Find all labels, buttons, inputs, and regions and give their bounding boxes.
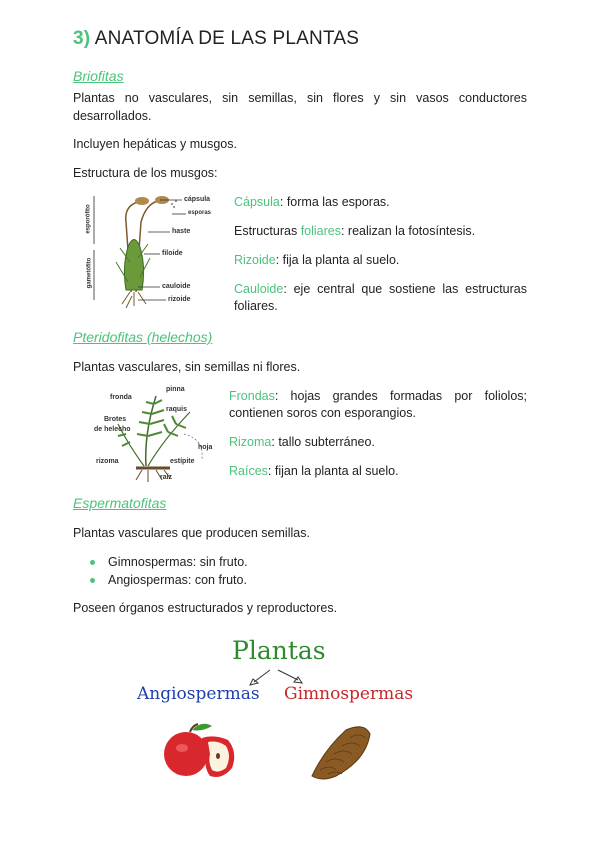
feature-raices — [229, 463, 527, 480]
label-pinna: pinna — [166, 386, 185, 393]
feature-capsula — [234, 194, 527, 211]
label-estipite: estípite — [170, 458, 195, 465]
label-capsula: cápsula — [184, 196, 211, 203]
label-esporas: esporas — [188, 210, 212, 216]
label-de-helecho: de helecho — [94, 426, 131, 433]
desc-rizoide: : fija la planta al suelo. — [275, 253, 400, 267]
espermatofitas-closing: Poseen órganos estructurados y reproductores. — [73, 601, 338, 615]
espermatofitas-desc: Plantas vasculares que producen semillas. — [73, 526, 310, 540]
pteridofitas-desc: Plantas vasculares, sin semillas ni flores. — [73, 360, 301, 374]
term-capsula: Cápsula — [234, 195, 280, 209]
musgos-structure-label: Estructura de los musgos: — [73, 166, 218, 180]
term-rizoma: Rizoma — [229, 435, 272, 449]
label-hoja: hoja — [198, 444, 213, 451]
heading-title: ANATOMÍA DE LAS PLANTAS — [94, 28, 360, 49]
classification-angiospermas: Angiospermas — [137, 684, 260, 704]
label-haste: haste — [172, 228, 191, 235]
term-cauloide: Cauloide — [234, 282, 284, 296]
list-item — [90, 553, 248, 571]
label-cauloide: cauloide — [162, 283, 191, 290]
feature-rizoma — [229, 434, 527, 451]
desc-rizoma: : tallo subterráneo. — [271, 435, 375, 449]
term-frondas: Frondas — [229, 389, 275, 403]
feature-foliares — [234, 223, 527, 240]
briofitas-includes: Incluyen hepáticas y musgos. — [73, 137, 237, 151]
label-fronda: fronda — [110, 394, 132, 401]
classification-root: Plantas — [232, 636, 326, 665]
term-foliares: foliares — [300, 224, 341, 238]
classification-gimnospermas: Gimnospermas — [284, 684, 414, 704]
pine-cone-image — [306, 720, 376, 782]
feature-rizoide — [234, 252, 527, 269]
bullet-dot — [90, 560, 95, 565]
label-raiz: raíz — [160, 474, 173, 481]
desc-cauloide: : eje central que sostiene las estructuras foliares. — [234, 282, 527, 313]
term-rizoide: Rizoide — [234, 253, 276, 267]
label-brotes: Brotes — [104, 416, 127, 423]
label-esporofito: esporófito — [85, 204, 92, 234]
heading-number: 3) — [73, 28, 91, 49]
desc-foliares: : realizan la fotosíntesis. — [340, 224, 476, 238]
feature-frondas — [229, 388, 527, 422]
bullet-angiospermas: Angiospermas: con fruto. — [108, 573, 247, 587]
desc-raices: : fijan la planta al suelo. — [267, 464, 399, 478]
prefix-foliares: Estructuras — [234, 224, 301, 238]
list-item — [90, 571, 248, 589]
desc-capsula: : forma las esporas. — [279, 195, 390, 209]
moss-diagram — [86, 192, 226, 310]
label-rizoma: rizoma — [96, 458, 119, 465]
briofitas-title: Briofitas — [73, 68, 124, 84]
label-rizoide: rizoide — [168, 296, 191, 303]
fern-diagram — [84, 384, 224, 484]
label-gametofito: gametófito — [86, 257, 93, 289]
pteridofitas-title: Pteridofitas (helechos) — [73, 329, 213, 345]
briofitas-desc: Plantas no vasculares, sin semillas, sin flores y sin vasos conductores desarrollados. — [73, 91, 527, 123]
apple-image — [162, 718, 240, 782]
espermatofitas-title: Espermatofitas — [73, 495, 167, 511]
label-filoide: filoide — [162, 250, 183, 257]
bullet-gimnospermas: Gimnospermas: sin fruto. — [108, 555, 248, 569]
bullet-dot — [90, 578, 95, 583]
page-heading — [73, 28, 359, 50]
feature-cauloide — [234, 281, 527, 315]
term-raices: Raíces — [229, 464, 268, 478]
espermatofitas-bullets — [90, 553, 248, 589]
label-raquis: raquis — [166, 406, 188, 413]
desc-frondas: : hojas grandes formadas por foliolos; contienen soros con esporangios. — [229, 389, 527, 420]
